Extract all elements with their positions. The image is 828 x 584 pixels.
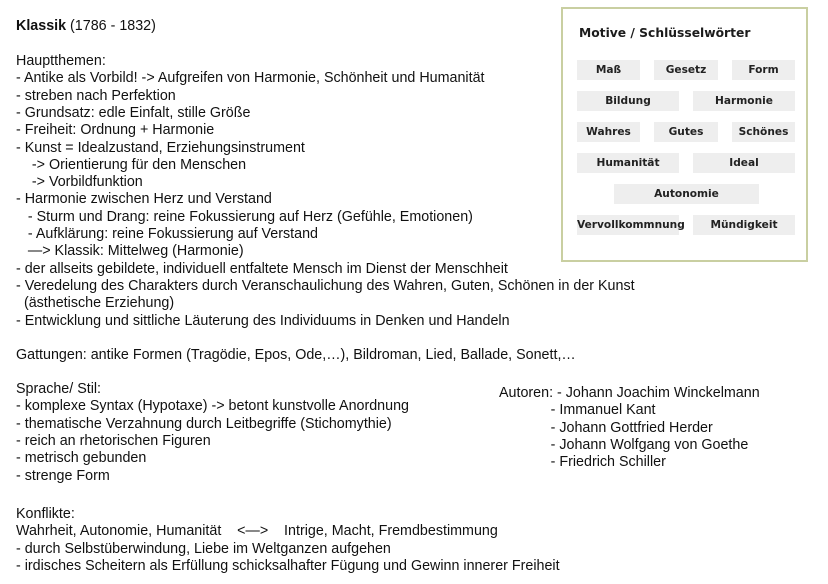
text-line: Hauptthemen: <box>16 53 106 69</box>
text-line: - Johann Wolfgang von Goethe <box>499 436 749 453</box>
text-line: - Friedrich Schiller <box>499 454 666 471</box>
text-line: - Sturm und Drang: reine Fokussierung auf Herz (Gefühle, Emotionen) <box>16 208 473 225</box>
text-line: - irdisches Scheitern als Erfüllung schicksalhafter Fügung und Gewinn innerer Freiheit <box>16 557 560 574</box>
text-line: Sprache/ Stil: <box>16 381 102 397</box>
text-line: Konflikte: <box>16 506 75 522</box>
motive-title: Motive / Schlüsselwörter <box>579 26 751 40</box>
keyword-tag: Schönes <box>732 122 795 142</box>
text-line: - durch Selbstüberwindung, Liebe im Weltganzen aufgehen <box>16 540 391 557</box>
gattungen-line: Gattungen: antike Formen (Tragödie, Epos, Ode,…), Bildroman, Lied, Ballade, Sonett,… <box>16 347 576 363</box>
text-line: Autoren: - Johann Joachim Winckelmann <box>499 385 760 401</box>
text-line: - strenge Form <box>16 467 110 484</box>
text-line: - streben nach Perfektion <box>16 87 176 104</box>
keyword-tag: Autonomie <box>614 184 759 204</box>
motive-box <box>561 7 808 262</box>
text-line: - Aufklärung: reine Fokussierung auf Verstand <box>16 226 318 242</box>
keyword-tag: Wahres <box>577 122 640 142</box>
text-line: -> Orientierung für den Menschen <box>16 156 247 173</box>
keyword-tag: Vervollkommnung <box>577 215 679 235</box>
keyword-tag: Ideal <box>693 153 795 173</box>
epoch-years: (1786 - 1832) <box>66 18 156 34</box>
text-line: - der allseits gebildete, individuell entfaltete Mensch im Dienst der Menschheit <box>16 260 508 277</box>
keyword-tag: Gutes <box>654 122 718 142</box>
keyword-tag: Humanität <box>577 153 679 173</box>
epoch-name: Klassik <box>16 18 67 34</box>
keyword-tag: Mündigkeit <box>693 215 795 235</box>
text-line: - Entwicklung und sittliche Läuterung des Individuums in Denken und Handeln <box>16 312 510 329</box>
keyword-tag: Bildung <box>577 91 679 111</box>
keyword-tag: Maß <box>577 60 640 80</box>
text-line: - Immanuel Kant <box>499 402 656 419</box>
keyword-tag: Gesetz <box>654 60 718 80</box>
text-line: —> Klassik: Mittelweg (Harmonie) <box>16 243 244 260</box>
text-line: Wahrheit, Autonomie, Humanität <—> Intrige, Macht, Fremdbestimmung <box>16 523 498 540</box>
text-line: - thematische Verzahnung durch Leitbegriffe (Stichomythie) <box>16 415 392 432</box>
title <box>16 18 156 35</box>
text-line: - metrisch gebunden <box>16 450 147 467</box>
text-line: - Antike als Vorbild! -> Aufgreifen von Harmonie, Schönheit und Humanität <box>16 70 485 87</box>
keyword-tag: Harmonie <box>693 91 795 111</box>
text-line: - Veredelung des Charakters durch Veranschaulichung des Wahren, Guten, Schönen in der Kunst <box>16 277 635 294</box>
keyword-tag: Form <box>732 60 795 80</box>
text-line: - Johann Gottfried Herder <box>499 419 713 436</box>
text-line: -> Vorbildfunktion <box>16 174 143 191</box>
text-line: - Grundsatz: edle Einfalt, stille Größe <box>16 104 251 121</box>
text-line: - reich an rhetorischen Figuren <box>16 432 211 449</box>
text-line: - Kunst = Idealzustand, Erziehungsinstrument <box>16 139 305 156</box>
text-line: (ästhetische Erziehung) <box>16 295 175 312</box>
text-line: - Freiheit: Ordnung + Harmonie <box>16 122 215 139</box>
text-line: - Harmonie zwischen Herz und Verstand <box>16 191 272 208</box>
text-line: - komplexe Syntax (Hypotaxe) -> betont kunstvolle Anordnung <box>16 398 409 415</box>
